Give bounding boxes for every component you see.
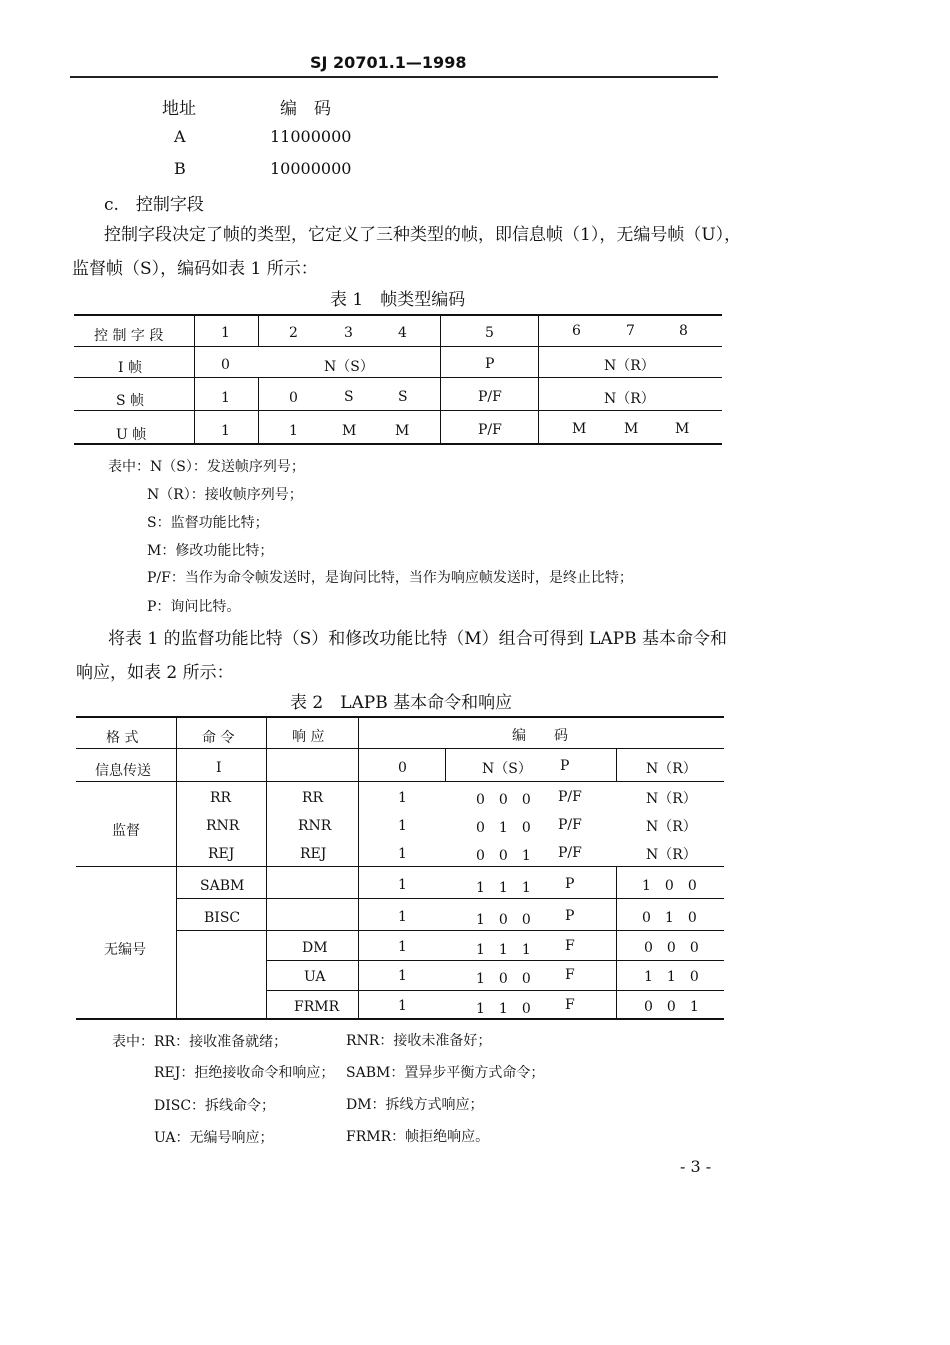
table1-cell: 1 <box>289 423 298 439</box>
note-line: UA：无编号响应； <box>154 1130 274 1146</box>
table2-cell: 1 <box>398 939 407 955</box>
table2-cell: 1 <box>398 818 407 834</box>
table1-header-bit: 6 <box>572 323 581 339</box>
table1-cell: S <box>398 389 408 405</box>
note-line: 表中：RR：接收准备就绪； <box>112 1034 288 1050</box>
note-line: P：询问比特。 <box>147 599 241 615</box>
table1-cell: N（S） <box>324 359 374 375</box>
table1-cell: 0 <box>289 390 298 406</box>
table2-header-format: 格 式 <box>106 730 139 746</box>
table2-cell: 0 1 0 <box>476 820 531 836</box>
table1-cell: N（R） <box>604 391 655 407</box>
table1-header-bit: 7 <box>626 323 635 339</box>
table2-cell: 1 <box>398 877 407 893</box>
address-a-code: 11000000 <box>270 127 352 146</box>
table1-cell: 1 <box>221 423 230 439</box>
table2-format: 无编号 <box>104 942 146 958</box>
table2-response: RNR <box>298 818 332 834</box>
table2-cell: 1 1 1 <box>476 880 531 896</box>
table2-cell: 1 1 0 <box>644 969 699 985</box>
table2-command: REJ <box>208 846 235 862</box>
address-b: B <box>174 159 186 178</box>
table2-cell: 1 0 0 <box>642 878 697 894</box>
table2-response: UA <box>304 969 326 985</box>
note-line: S：监督功能比特； <box>147 515 269 531</box>
table1-header-bit: 2 <box>289 325 298 341</box>
paragraph-line: 监督帧（S），编码如表 1 所示： <box>72 259 318 279</box>
table2-header-command: 命 令 <box>202 730 235 746</box>
table2-cell: 1 <box>398 790 407 806</box>
table2-command: RR <box>210 790 232 806</box>
table2-format: 信息传送 <box>95 763 151 779</box>
table1-header-bit: 1 <box>221 325 230 341</box>
table2-cell: 1 <box>398 968 407 984</box>
table2-response: REJ <box>300 846 327 862</box>
table2-cell: F <box>565 997 575 1013</box>
note-line: DISC：拆线命令； <box>154 1098 276 1114</box>
table2-cell: 0 1 0 <box>642 910 697 926</box>
table1-header-bit: 3 <box>344 325 353 341</box>
table1-header-label: 控 制 字 段 <box>94 328 164 344</box>
table2-cell: 1 <box>398 909 407 925</box>
note-line: P/F：当作为命令帧发送时，是询问比特，当作为响应帧发送时，是终止比特； <box>147 570 633 586</box>
note-line: FRMR：帧拒绝响应。 <box>346 1129 490 1145</box>
table2-command: I <box>216 760 222 776</box>
table2-header-encoding: 编 码 <box>512 728 568 744</box>
doc-number: SJ 20701.1—1998 <box>310 53 467 72</box>
table1-cell: M <box>342 423 357 439</box>
table2-cell: N（R） <box>646 847 697 863</box>
table1-cell: P/F <box>478 422 502 438</box>
paragraph-line: 控制字段决定了帧的类型，它定义了三种类型的帧，即信息帧（1），无编号帧（U）， <box>104 225 742 245</box>
table1-cell: M <box>395 423 410 439</box>
table2-cell: 0 <box>398 760 407 776</box>
table1-row-label: S 帧 <box>116 393 145 409</box>
table1-cell: M <box>572 421 587 437</box>
header-rule <box>70 76 718 78</box>
address-header: 地址 <box>162 99 196 119</box>
table1-cell: 1 <box>221 390 230 406</box>
table2-cell: N（S） <box>482 761 532 777</box>
table2-cell: 1 0 0 <box>476 912 531 928</box>
note-line: DM：拆线方式响应； <box>346 1097 484 1113</box>
table2-command: RNR <box>206 818 240 834</box>
table2-cell: 0 0 1 <box>476 848 531 864</box>
table2-cell: 0 0 1 <box>644 999 699 1015</box>
note-line: N（R）：接收帧序列号； <box>147 487 303 503</box>
table1-header-bit: 5 <box>485 325 494 341</box>
table1-cell: M <box>675 421 690 437</box>
table1-cell: S <box>344 389 354 405</box>
table2-cell: N（R） <box>646 819 697 835</box>
section-heading: c. 控制字段 <box>104 195 204 215</box>
table2-cell: 0 0 0 <box>476 792 531 808</box>
address-b-code: 10000000 <box>270 159 352 178</box>
table2-cell: 1 1 0 <box>476 1001 531 1017</box>
table2-cell: P/F <box>558 845 582 861</box>
table2-response: RR <box>302 790 324 806</box>
table1-cell: 0 <box>221 357 230 373</box>
table1-row-label: I 帧 <box>118 360 142 376</box>
table2-cell: P/F <box>558 817 582 833</box>
table2-cell: P/F <box>558 789 582 805</box>
table2-cell: P <box>565 876 575 892</box>
table1-cell: M <box>624 421 639 437</box>
note-line: M：修改功能比特； <box>147 543 274 559</box>
note-line: RNR：接收未准备好； <box>346 1033 492 1049</box>
table1-cell: P/F <box>478 389 502 405</box>
table2-header-response: 响 应 <box>292 729 325 745</box>
paragraph-line: 响应，如表 2 所示： <box>76 663 234 683</box>
encoding-header: 编 码 <box>280 99 331 119</box>
table1-row-label: U 帧 <box>116 427 147 443</box>
table2-cell: 0 0 0 <box>644 940 699 956</box>
table2-cell: N（R） <box>646 791 697 807</box>
note-line: 表中：N（S）：发送帧序列号； <box>108 459 305 475</box>
page-number: - 3 - <box>680 1157 712 1176</box>
table2-cell: 1 1 1 <box>476 942 531 958</box>
table2-response: DM <box>302 940 328 956</box>
table2-cell: F <box>565 967 575 983</box>
table1-cell: N（R） <box>604 358 655 374</box>
table2-cell: 1 <box>398 998 407 1014</box>
table1-header-bit: 8 <box>679 323 688 339</box>
paragraph-line: 将表 1 的监督功能比特（S）和修改功能比特（M）组合可得到 LAPB 基本命令和 <box>108 629 727 649</box>
table2-cell: P <box>560 758 570 774</box>
table2-caption: 表 2 LAPB 基本命令和响应 <box>290 693 513 713</box>
table1-caption: 表 1 帧类型编码 <box>330 290 466 310</box>
table2-command: BISC <box>204 910 241 926</box>
note-line: REJ：拒绝接收命令和响应； <box>154 1065 335 1081</box>
table2-format: 监督 <box>112 823 140 839</box>
note-line: SABM：置异步平衡方式命令； <box>346 1065 545 1081</box>
table1-cell: P <box>485 356 495 372</box>
table2-cell: N（R） <box>646 761 697 777</box>
table2-cell: F <box>565 938 575 954</box>
address-a: A <box>174 127 186 146</box>
table2-cell: P <box>565 908 575 924</box>
table2-cell: 1 0 0 <box>476 971 531 987</box>
table2-response: FRMR <box>294 999 340 1015</box>
table2-cell: 1 <box>398 846 407 862</box>
table1-header-bit: 4 <box>398 325 407 341</box>
table2-command: SABM <box>200 878 245 894</box>
